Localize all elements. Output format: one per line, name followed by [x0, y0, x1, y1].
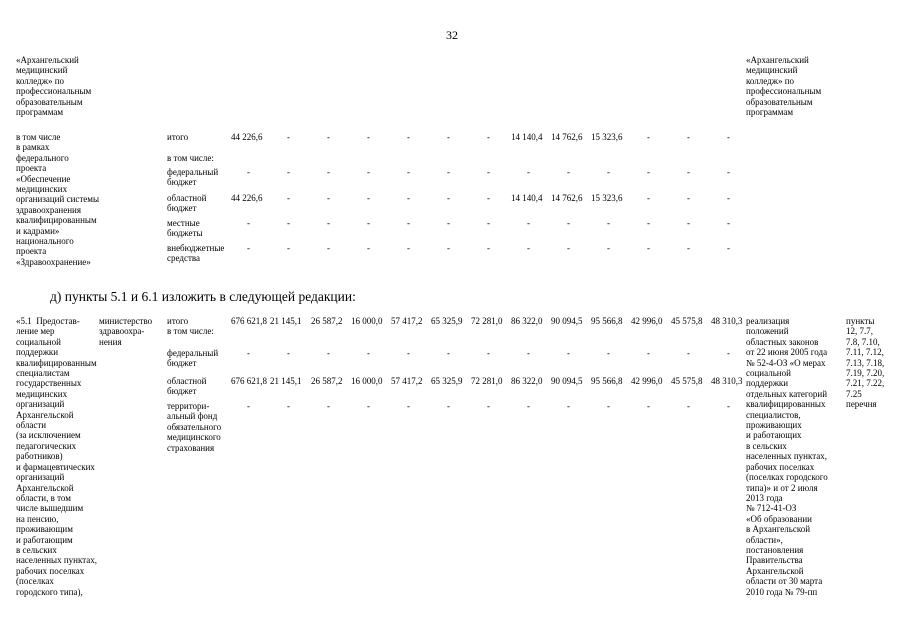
block2-cell: 26 587,2	[311, 316, 343, 326]
block2-cell: 95 566,8	[591, 376, 623, 386]
block1-cell: -	[327, 243, 330, 253]
block1-cell: -	[687, 132, 690, 142]
block2-row-label: итого в том числе:	[167, 316, 214, 337]
block1-cell: -	[647, 243, 650, 253]
block1-cell: -	[327, 132, 330, 142]
block2-cell: 72 281,0	[471, 376, 503, 386]
block1-cell: -	[447, 243, 450, 253]
block2-cell: -	[247, 348, 250, 358]
block1-cell: -	[647, 218, 650, 228]
block1-cell: 14 140,4	[511, 193, 543, 203]
block2-cell: -	[407, 401, 410, 411]
block1-cell: -	[487, 193, 490, 203]
block1-cell: -	[487, 243, 490, 253]
block1-cell: -	[607, 167, 610, 177]
block1-cell: -	[727, 193, 730, 203]
block1-cell: -	[407, 243, 410, 253]
block1-cell: -	[447, 167, 450, 177]
block1-cell: -	[527, 218, 530, 228]
block2-cell: 72 281,0	[471, 316, 503, 326]
block1-cell: -	[367, 218, 370, 228]
block1-cell: -	[687, 193, 690, 203]
block1-cell: -	[487, 132, 490, 142]
block1-cell: -	[447, 193, 450, 203]
block2-cell: 45 575,8	[671, 316, 703, 326]
block1-cell: -	[727, 218, 730, 228]
block1-cell: 15 323,6	[591, 132, 623, 142]
block2-cell: 16 000,0	[351, 376, 383, 386]
block1-cell: -	[687, 218, 690, 228]
block1-cell: -	[727, 167, 730, 177]
block2-cell: 90 094,5	[551, 376, 583, 386]
block1-cell: -	[407, 218, 410, 228]
block2-cell: -	[647, 348, 650, 358]
block1-cell: -	[687, 167, 690, 177]
block2-cell: -	[367, 401, 370, 411]
block2-points-text: пункты 12, 7.7, 7.8, 7.10, 7.11, 7.12, 7.13, 7.18, 7.19, 7.20, 7.21, 7.22, 7.25 перечня	[846, 316, 885, 410]
block2-cell: -	[567, 348, 570, 358]
block1-cell: -	[367, 132, 370, 142]
block2-row-label: областной бюджет	[167, 376, 207, 397]
block1-cell: -	[567, 218, 570, 228]
top-left-text: «Архангельский медицинский колледж» по профессиональным образовательным программам	[16, 55, 92, 118]
block1-cell: -	[287, 167, 290, 177]
block2-cell: -	[247, 401, 250, 411]
block2-cell: 48 310,3	[711, 316, 743, 326]
block2-cell: -	[687, 401, 690, 411]
block2-cell: -	[567, 401, 570, 411]
block2-cell: 21 145,1	[270, 316, 302, 326]
block2-cell: 676 621,8	[231, 316, 267, 326]
block2-cell: -	[487, 348, 490, 358]
block1-cell: -	[687, 243, 690, 253]
block1-cell: -	[287, 193, 290, 203]
block2-cell: 45 575,8	[671, 376, 703, 386]
instruction-text: д) пункты 5.1 и 6.1 изложить в следующей редакции:	[50, 289, 356, 304]
block1-cell: -	[247, 243, 250, 253]
block1-row-label: внебюджетные средства	[167, 243, 225, 264]
block1-cell: -	[247, 218, 250, 228]
block2-cell: -	[367, 348, 370, 358]
block2-name-text: «5.1 Предостав- ление мер социальной поддержки квалифицированным специалистам государственных медицинских организаций Архангельской области (за исключением педагогических работников) и фармацевтических организаций Архангельской области, в том числе вышедшим на пенсию, проживающим и работающим в сельских населенных пунктах, рабочих поселках (поселках городского типа),	[16, 316, 97, 597]
block1-cell: -	[727, 243, 730, 253]
block1-cell: -	[487, 218, 490, 228]
block1-cell: -	[327, 218, 330, 228]
block1-cell: -	[447, 218, 450, 228]
block1-cell: -	[647, 167, 650, 177]
block1-cell: -	[567, 167, 570, 177]
block2-cell: 42 996,0	[631, 316, 663, 326]
block2-cell: -	[287, 348, 290, 358]
block1-row-label: итого	[167, 132, 189, 142]
block1-row-label: областной бюджет	[167, 193, 207, 214]
block2-cell: -	[647, 401, 650, 411]
block2-cell: 65 325,9	[431, 376, 463, 386]
block1-cell: -	[527, 167, 530, 177]
block2-cell: 21 145,1	[270, 376, 302, 386]
block1-cell: -	[247, 167, 250, 177]
block2-cell: 57 417,2	[391, 376, 423, 386]
block2-cell: 16 000,0	[351, 316, 383, 326]
block2-cell: -	[527, 348, 530, 358]
block2-cell: -	[607, 348, 610, 358]
page-number: 32	[446, 28, 458, 42]
block2-cell: -	[327, 348, 330, 358]
block1-cell: 14 762,6	[551, 132, 583, 142]
block2-cell: 26 587,2	[311, 376, 343, 386]
block1-cell: -	[367, 243, 370, 253]
block2-cell: -	[687, 348, 690, 358]
block1-cell: 14 762,6	[551, 193, 583, 203]
block2-cell: -	[447, 401, 450, 411]
block2-cell: -	[727, 348, 730, 358]
block1-cell: -	[407, 132, 410, 142]
block1-cell: -	[527, 243, 530, 253]
block2-cell: -	[407, 348, 410, 358]
block1-row-label: в том числе:	[167, 153, 214, 163]
block1-row-label: федеральный бюджет	[167, 167, 219, 188]
block1-cell: 15 323,6	[591, 193, 623, 203]
block2-cell: -	[447, 348, 450, 358]
block2-cell: -	[327, 401, 330, 411]
block2-cell: 86 322,0	[511, 376, 543, 386]
block2-cell: -	[287, 401, 290, 411]
block1-cell: -	[287, 132, 290, 142]
block2-cell: -	[527, 401, 530, 411]
block1-cell: -	[287, 218, 290, 228]
block2-result-text: реализация положений областных законов от 22 июня 2005 года № 52-4-ОЗ «О мерах социальной поддержки отдельных категорий квалифицированных специалистов, проживающих и работающих в сельских населенных пунктах, рабочих поселках (поселках городского типа)» и от 2 июля 2013 года № 712-41-ОЗ «Об образовании в Архангельской области», постановления Правительства Архангельской области от 30 марта 2010 года № 79-пп	[746, 316, 828, 597]
block2-row-label: территори- альный фонд обязательного медицинского страхования	[167, 401, 222, 453]
block2-cell: 65 325,9	[431, 316, 463, 326]
block1-cell: 44 226,6	[231, 132, 263, 142]
block1-cell: -	[487, 167, 490, 177]
block1-cell: -	[607, 218, 610, 228]
block1-name-text: в том числе в рамках федерального проекта «Обеспечение медицинских организаций системы здравоохранения квалифицированным и кадрами» национального проекта «Здравоохранение»	[16, 132, 100, 267]
block2-cell: 48 310,3	[711, 376, 743, 386]
block1-cell: -	[727, 132, 730, 142]
block1-row-label: местные бюджеты	[167, 218, 203, 239]
block2-cell: 57 417,2	[391, 316, 423, 326]
block2-executor-text: министерство здравоохра- нения	[99, 316, 153, 347]
block2-cell: 90 094,5	[551, 316, 583, 326]
block1-cell: -	[327, 193, 330, 203]
block2-cell: 42 996,0	[631, 376, 663, 386]
block1-cell: 14 140,4	[511, 132, 543, 142]
block1-cell: -	[647, 193, 650, 203]
block2-cell: -	[727, 401, 730, 411]
block2-row-label: федеральный бюджет	[167, 348, 219, 369]
block1-cell: -	[447, 132, 450, 142]
block2-cell: -	[607, 401, 610, 411]
block1-cell: -	[367, 167, 370, 177]
block1-cell: -	[287, 243, 290, 253]
block1-cell: 44 226,6	[231, 193, 263, 203]
block2-cell: 95 566,8	[591, 316, 623, 326]
block1-cell: -	[407, 167, 410, 177]
block2-cell: -	[487, 401, 490, 411]
block2-cell: 86 322,0	[511, 316, 543, 326]
block1-cell: -	[327, 167, 330, 177]
top-right-text: «Архангельский медицинский колледж» по профессиональным образовательным программам	[746, 55, 822, 118]
block1-cell: -	[567, 243, 570, 253]
block1-cell: -	[607, 243, 610, 253]
block1-cell: -	[647, 132, 650, 142]
block1-cell: -	[367, 193, 370, 203]
block1-cell: -	[407, 193, 410, 203]
block2-cell: 676 621,8	[231, 376, 267, 386]
